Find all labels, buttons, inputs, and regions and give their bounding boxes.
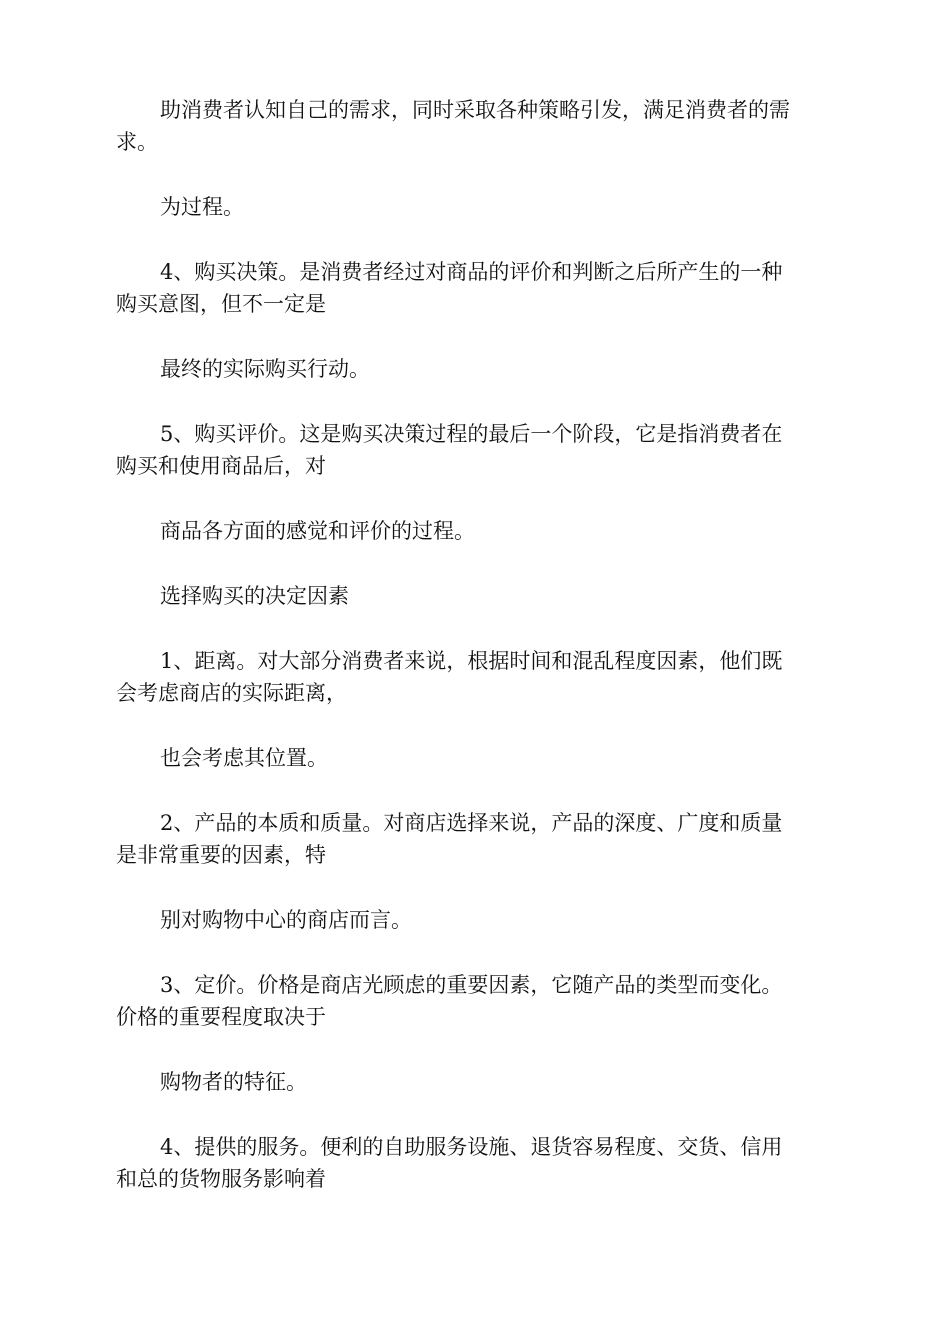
text-line: 选择购买的决定因素 bbox=[160, 584, 349, 608]
text-line: 购物者的特征。 bbox=[160, 1070, 307, 1094]
text-line: 会考虑商店的实际距离， bbox=[116, 681, 347, 705]
text-line: 购买意图，但不一定是 bbox=[116, 292, 326, 316]
paragraph bbox=[116, 1131, 832, 1195]
document-body bbox=[116, 94, 832, 1228]
text-line: 助消费者认知自己的需求，同时采取各种策略引发，满足消费者的需 bbox=[160, 98, 790, 122]
paragraph bbox=[116, 742, 832, 774]
paragraph bbox=[116, 1066, 832, 1098]
paragraph bbox=[116, 969, 832, 1033]
paragraph bbox=[116, 94, 832, 158]
text-line: 也会考虑其位置。 bbox=[160, 746, 328, 770]
text-line: 是非常重要的因素，特 bbox=[116, 843, 326, 867]
text-line: 为过程。 bbox=[160, 195, 244, 219]
paragraph bbox=[116, 191, 832, 223]
paragraph bbox=[116, 256, 832, 320]
text-line: 5、购买评价。这是购买决策过程的最后一个阶段，它是指消费者在 bbox=[160, 422, 783, 446]
text-line: 商品各方面的感觉和评价的过程。 bbox=[160, 519, 475, 543]
text-line: 3、定价。价格是商店光顾虑的重要因素，它随产品的类型而变化。 bbox=[160, 973, 783, 997]
paragraph bbox=[116, 515, 832, 547]
text-line: 2、产品的本质和质量。对商店选择来说，产品的深度、广度和质量 bbox=[160, 811, 783, 835]
section-heading bbox=[116, 580, 832, 612]
text-line: 4、提供的服务。便利的自助服务设施、退货容易程度、交货、信用 bbox=[160, 1135, 783, 1159]
paragraph bbox=[116, 904, 832, 936]
text-line: 别对购物中心的商店而言。 bbox=[160, 908, 412, 932]
paragraph bbox=[116, 807, 832, 871]
text-line: 求。 bbox=[116, 130, 158, 154]
text-line: 4、购买决策。是消费者经过对商品的评价和判断之后所产生的一种 bbox=[160, 260, 783, 284]
text-line: 最终的实际购买行动。 bbox=[160, 357, 370, 381]
paragraph bbox=[116, 353, 832, 385]
text-line: 1、距离。对大部分消费者来说，根据时间和混乱程度因素，他们既 bbox=[160, 649, 783, 673]
paragraph bbox=[116, 645, 832, 709]
text-line: 和总的货物服务影响着 bbox=[116, 1167, 326, 1191]
text-line: 价格的重要程度取决于 bbox=[116, 1005, 326, 1029]
paragraph bbox=[116, 418, 832, 482]
text-line: 购买和使用商品后，对 bbox=[116, 454, 326, 478]
